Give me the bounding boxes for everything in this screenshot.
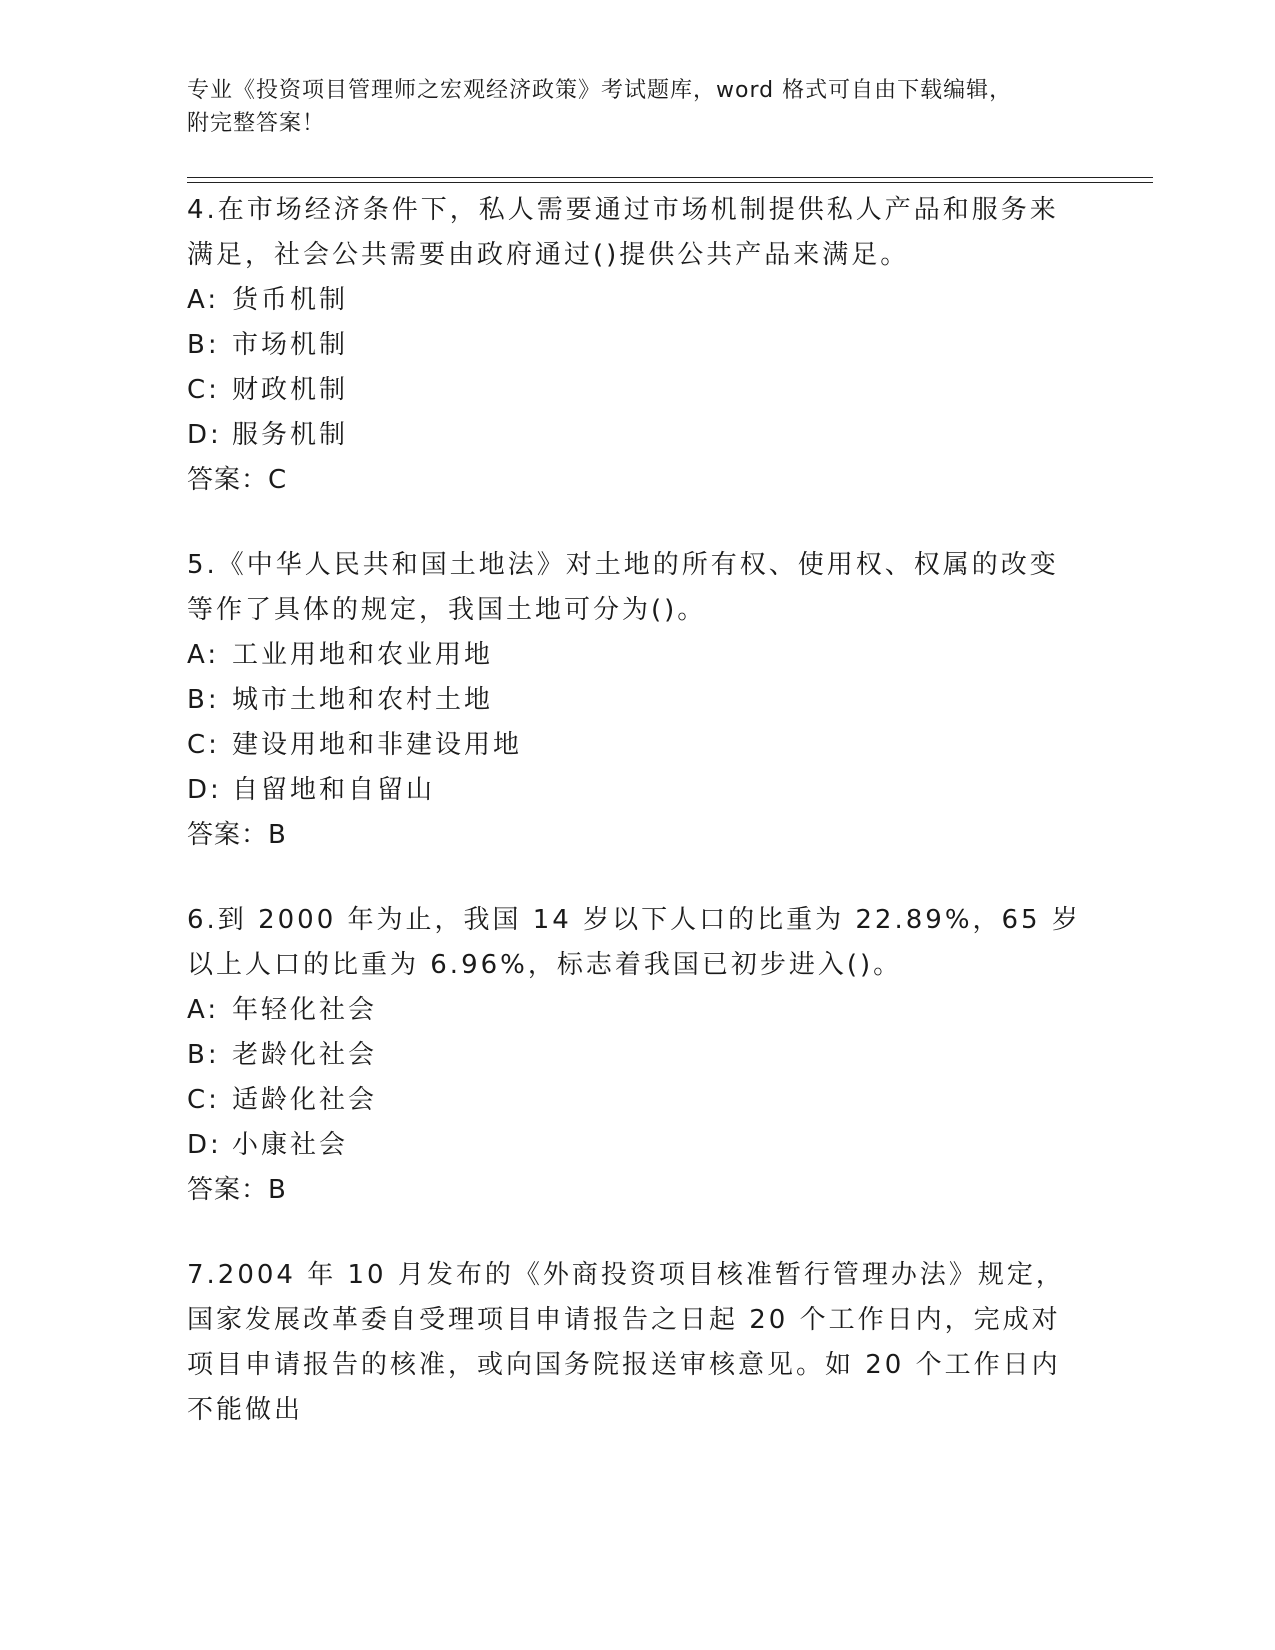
question-4	[187, 188, 1087, 503]
option-b	[187, 678, 1087, 723]
option-a	[187, 633, 1087, 678]
option-letter: A:	[187, 640, 220, 670]
option-c	[187, 723, 1087, 768]
question-stem: 6.到 2000 年为止，我国 14 岁以下人口的比重为 22.89%，65 岁以上人口的比重为 6.96%，标志着我国已初步进入()。	[187, 905, 1081, 980]
option-text: 财政机制	[232, 375, 349, 405]
question-stem: 7.2004 年 10 月发布的《外商投资项目核准暂行管理办法》规定，国家发展改革委自受理项目申请报告之日起 20 个工作日内，完成对项目申请报告的核准，或向国务院报送审核意见。如 20 个工作日内不能做出	[187, 1260, 1065, 1425]
option-letter: B:	[187, 330, 220, 360]
option-c	[187, 368, 1087, 413]
option-letter: D:	[187, 1130, 222, 1160]
header-line-1: 专业《投资项目管理师之宏观经济政策》考试题库，word 格式可自由下载编辑，	[187, 78, 1013, 103]
option-letter: D:	[187, 775, 222, 805]
header-divider-top	[187, 177, 1153, 178]
option-letter: B:	[187, 1040, 220, 1070]
header-line-2: 附完整答案！	[187, 111, 326, 136]
option-letter: B:	[187, 685, 220, 715]
question-6	[187, 898, 1087, 1213]
option-a	[187, 278, 1087, 323]
question-7	[187, 1253, 1087, 1433]
option-c	[187, 1078, 1087, 1123]
question-list	[187, 188, 1087, 1473]
document-header	[187, 74, 1087, 140]
header-divider-bottom	[187, 182, 1153, 183]
option-letter: C:	[187, 1085, 220, 1115]
option-d	[187, 1123, 1087, 1168]
answer-line: 答案：B	[187, 820, 287, 850]
option-text: 自留地和自留山	[232, 775, 436, 805]
option-d	[187, 768, 1087, 813]
option-text: 小康社会	[232, 1130, 349, 1160]
option-text: 城市土地和农村土地	[232, 685, 494, 715]
option-d	[187, 413, 1087, 458]
option-text: 建设用地和非建设用地	[232, 730, 523, 760]
option-text: 市场机制	[232, 330, 349, 360]
option-letter: A:	[187, 995, 220, 1025]
answer-line: 答案：B	[187, 1175, 287, 1205]
option-text: 服务机制	[232, 420, 349, 450]
option-text: 货币机制	[232, 285, 349, 315]
option-b	[187, 323, 1087, 368]
option-letter: C:	[187, 375, 220, 405]
question-5	[187, 543, 1087, 858]
question-stem: 5.《中华人民共和国土地法》对土地的所有权、使用权、权属的改变等作了具体的规定，我国土地可分为()。	[187, 550, 1059, 625]
option-text: 老龄化社会	[232, 1040, 378, 1070]
option-a	[187, 988, 1087, 1033]
option-text: 工业用地和农业用地	[232, 640, 494, 670]
answer-line: 答案：C	[187, 465, 288, 495]
option-b	[187, 1033, 1087, 1078]
option-text: 年轻化社会	[232, 995, 378, 1025]
option-letter: A:	[187, 285, 220, 315]
option-letter: D:	[187, 420, 222, 450]
option-text: 适龄化社会	[232, 1085, 378, 1115]
option-letter: C:	[187, 730, 220, 760]
question-stem: 4.在市场经济条件下，私人需要通过市场机制提供私人产品和服务来满足，社会公共需要由政府通过()提供公共产品来满足。	[187, 195, 1059, 270]
